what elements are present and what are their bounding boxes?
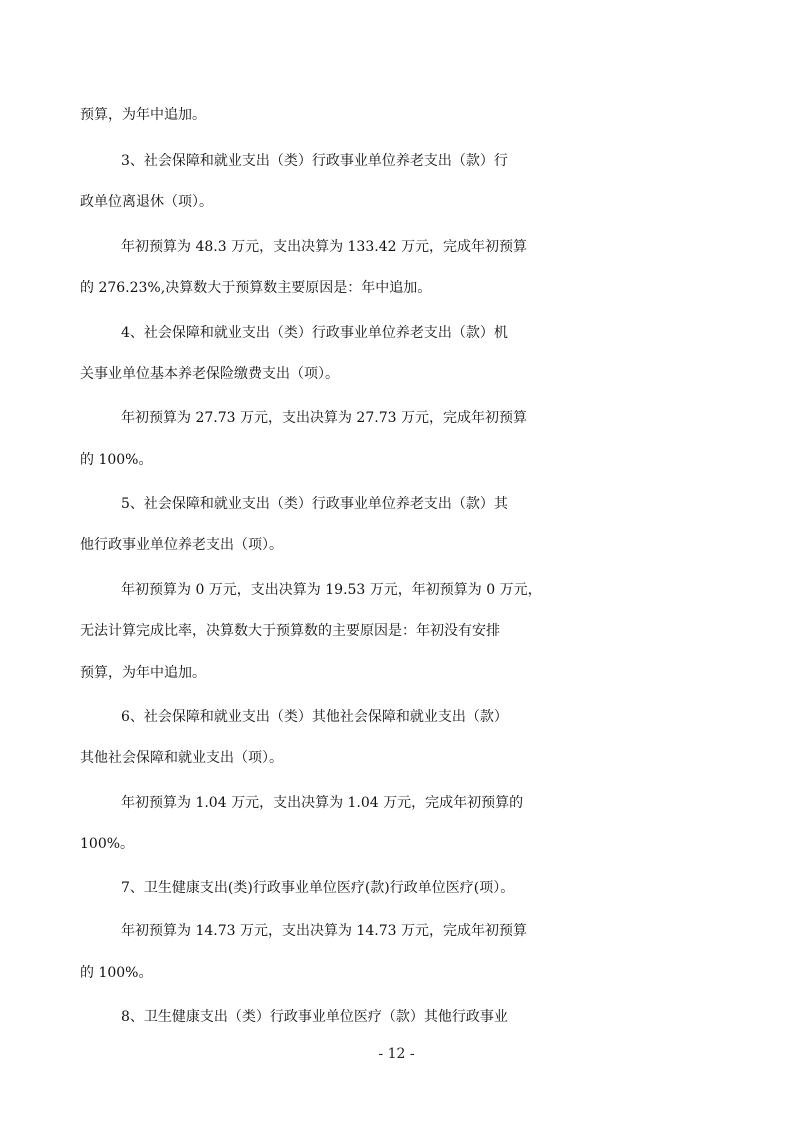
section-heading-line: 7、卫生健康支出(类)行政事业单位医疗(款)行政单位医疗(项）。 — [121, 880, 515, 896]
paragraph-line: 的 100%。 — [80, 452, 153, 468]
paragraph-line: 100%。 — [80, 836, 135, 852]
section-heading-line: 6、社会保障和就业支出（类）其他社会保障和就业支出（款） — [121, 709, 508, 725]
paragraph-line: 的 276.23%,决算数大于预算数主要原因是：年中追加。 — [80, 280, 432, 296]
paragraph-line: 预算，为年中追加。 — [80, 665, 206, 681]
section-heading-line: 3、社会保障和就业支出（类）行政事业单位养老支出（款）行 — [121, 153, 508, 169]
section-heading-line: 5、社会保障和就业支出（类）行政事业单位养老支出（款）其 — [121, 496, 508, 512]
paragraph-line: 年初预算为 27.73 万元，支出决算为 27.73 万元，完成年初预算 — [121, 410, 527, 426]
paragraph-line: 年初预算为 1.04 万元，支出决算为 1.04 万元，完成年初预算的 — [121, 795, 524, 811]
paragraph-line: 的 100%。 — [80, 965, 153, 981]
paragraph-line: 预算，为年中追加。 — [80, 107, 206, 123]
section-heading-line: 他行政事业单位养老支出（项）。 — [80, 537, 283, 553]
paragraph-line: 年初预算为 0 万元，支出决算为 19.53 万元，年初预算为 0 万元， — [121, 582, 542, 598]
paragraph-line: 年初预算为 14.73 万元，支出决算为 14.73 万元，完成年初预算 — [121, 923, 527, 939]
section-heading-line: 其他社会保障和就业支出（项）。 — [80, 750, 283, 766]
section-heading-line: 8、卫生健康支出（类）行政事业单位医疗（款）其他行政事业 — [121, 1009, 508, 1025]
paragraph-line: 无法计算完成比率，决算数大于预算数的主要原因是：年初没有安排 — [80, 623, 500, 639]
paragraph-line: 年初预算为 48.3 万元，支出决算为 133.42 万元，完成年初预算 — [121, 239, 527, 255]
section-heading-line: 政单位离退休（项）。 — [80, 194, 213, 210]
section-heading-line: 关事业单位基本养老保险缴费支出（项）。 — [80, 366, 339, 382]
page-number: - 12 - — [378, 1046, 415, 1062]
section-heading-line: 4、社会保障和就业支出（类）行政事业单位养老支出（款）机 — [121, 325, 508, 341]
